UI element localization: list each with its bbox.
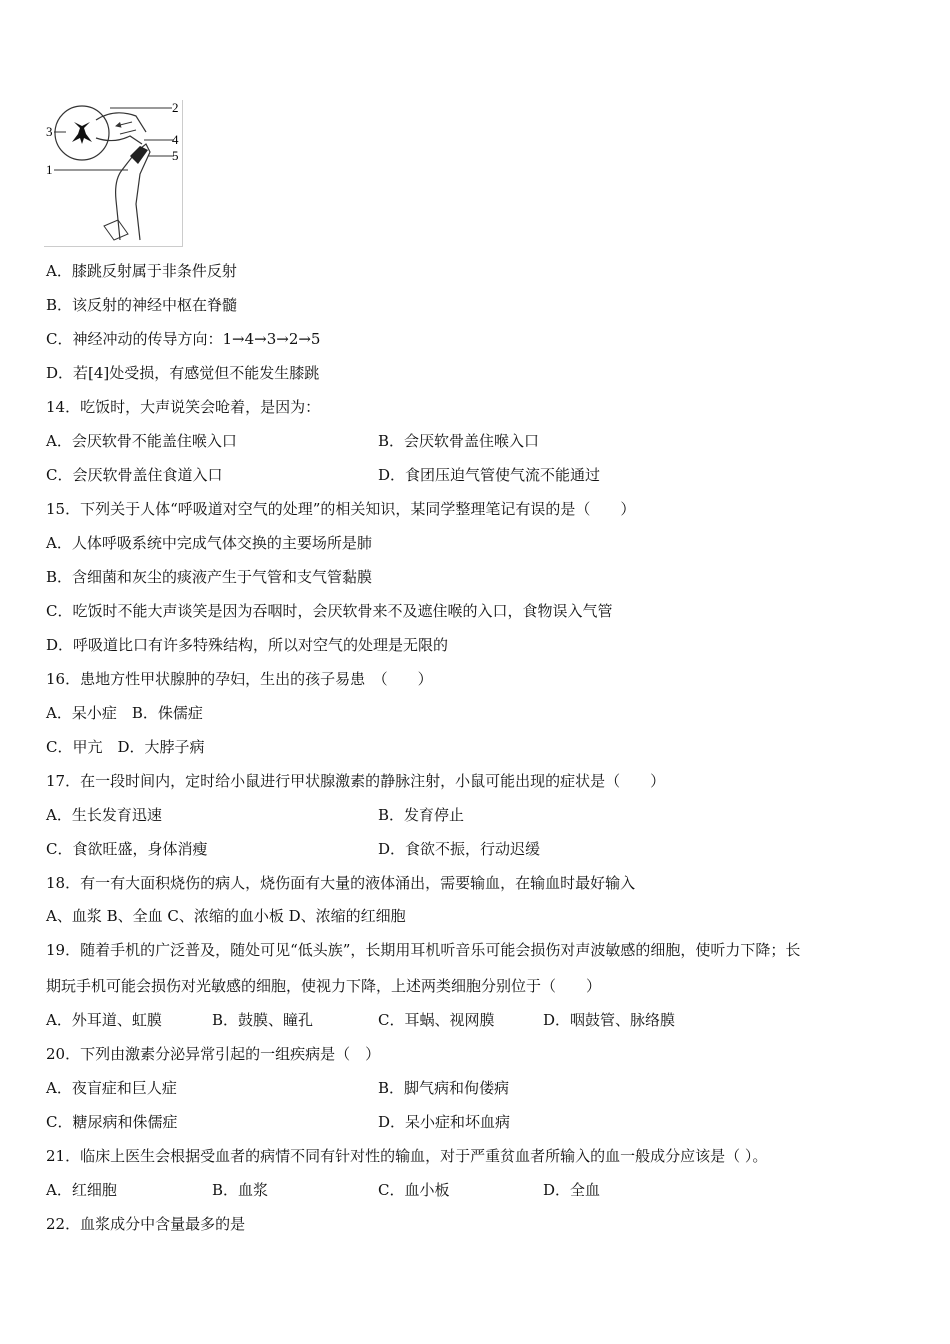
reflex-diagram-svg	[44, 100, 182, 246]
q21-stem: 21．临床上医生会根据受血者的病情不同有针对性的输血，对于严重贫血者所输入的血一般成分应该是（ ）。	[46, 1147, 768, 1165]
q17-stem: 17．在一段时间内，定时给小鼠进行甲状腺激素的静脉注射，小鼠可能出现的症状是（ ）	[46, 772, 666, 790]
q21-option-b: B．血浆	[212, 1181, 269, 1199]
q21-option-d: D．全血	[543, 1181, 601, 1199]
knee-jerk-reflex-diagram	[44, 100, 183, 247]
q14-option-a: A．会厌软骨不能盖住喉入口	[46, 432, 237, 450]
q18-options: A、血浆 B、全血 C、浓缩的血小板 D、浓缩的红细胞	[46, 907, 406, 925]
q20-stem: 20．下列由激素分泌异常引起的一组疾病是（ ）	[46, 1045, 381, 1063]
q13-option-b: B．该反射的神经中枢在脊髓	[46, 296, 238, 314]
q15-option-a: A．人体呼吸系统中完成气体交换的主要场所是肺	[46, 534, 372, 552]
q14-option-d: D．食团压迫气管使气流不能通过	[378, 466, 601, 484]
q22-stem: 22．血浆成分中含量最多的是	[46, 1215, 246, 1233]
q19-stem-line-1: 19．随着手机的广泛普及，随处可见“低头族”，长期用耳机听音乐可能会损伤对声波敏感的细胞，使听力下降；长	[46, 941, 801, 959]
figure-label-5: 5	[172, 148, 179, 163]
q20-option-c: C．糖尿病和侏儒症	[46, 1113, 178, 1131]
q17-option-c: C．食欲旺盛，身体消瘦	[46, 840, 208, 858]
q15-option-c: C．吃饭时不能大声谈笑是因为吞咽时，会厌软骨来不及遮住喉的入口，食物误入气管	[46, 602, 613, 620]
q16-stem: 16．患地方性甲状腺肿的孕妇，生出的孩子易患 （ ）	[46, 670, 433, 688]
q14-option-b: B．会厌软骨盖住喉入口	[378, 432, 540, 450]
q21-option-c: C．血小板	[378, 1181, 450, 1199]
q15-option-b: B．含细菌和灰尘的痰液产生于气管和支气管黏膜	[46, 568, 373, 586]
q19-option-d: D．咽鼓管、脉络膜	[543, 1011, 676, 1029]
q14-stem: 14．吃饭时，大声说笑会呛着，是因为：	[46, 398, 321, 416]
q18-stem: 18．有一有大面积烧伤的病人，烧伤面有大量的液体涌出，需要输血，在输血时最好输入	[46, 874, 636, 892]
q17-option-a: A．生长发育迅速	[46, 806, 162, 824]
figure-label-4: 4	[172, 132, 179, 147]
q20-option-d: D．呆小症和坏血病	[378, 1113, 511, 1131]
figure-label-2: 2	[172, 100, 179, 115]
q19-option-c: C．耳蜗、视网膜	[378, 1011, 495, 1029]
gray-matter	[72, 122, 92, 144]
q13-option-c: C．神经冲动的传导方向：1→4→3→2→5	[46, 330, 321, 348]
q16-options-ab: A．呆小症 B．侏儒症	[46, 704, 203, 722]
q17-option-b: B．发育停止	[378, 806, 465, 824]
figure-label-3: 3	[46, 124, 53, 139]
q16-options-cd: C．甲亢 D．大脖子病	[46, 738, 205, 756]
q20-option-a: A．夜盲症和巨人症	[46, 1079, 177, 1097]
q19-option-a: A．外耳道、虹膜	[46, 1011, 162, 1029]
q13-option-d: D．若[4]处受损，有感觉但不能发生膝跳	[46, 364, 320, 382]
q14-option-c: C．会厌软骨盖住食道入口	[46, 466, 223, 484]
q19-option-b: B．鼓膜、瞳孔	[212, 1011, 314, 1029]
q21-option-a: A．红细胞	[46, 1181, 117, 1199]
q13-option-a: A．膝跳反射属于非条件反射	[46, 262, 237, 280]
q19-stem-line-2: 期玩手机可能会损伤对光敏感的细胞，使视力下降，上述两类细胞分别位于（ ）	[46, 977, 602, 995]
q17-option-d: D．食欲不振，行动迟缓	[378, 840, 541, 858]
q15-stem: 15．下列关于人体“呼吸道对空气的处理”的相关知识，某同学整理笔记有误的是（ ）	[46, 500, 636, 518]
q20-option-b: B．脚气病和佝偻病	[378, 1079, 510, 1097]
q15-option-d: D．呼吸道比口有许多特殊结构，所以对空气的处理是无限的	[46, 636, 449, 654]
figure-label-1: 1	[46, 162, 53, 177]
